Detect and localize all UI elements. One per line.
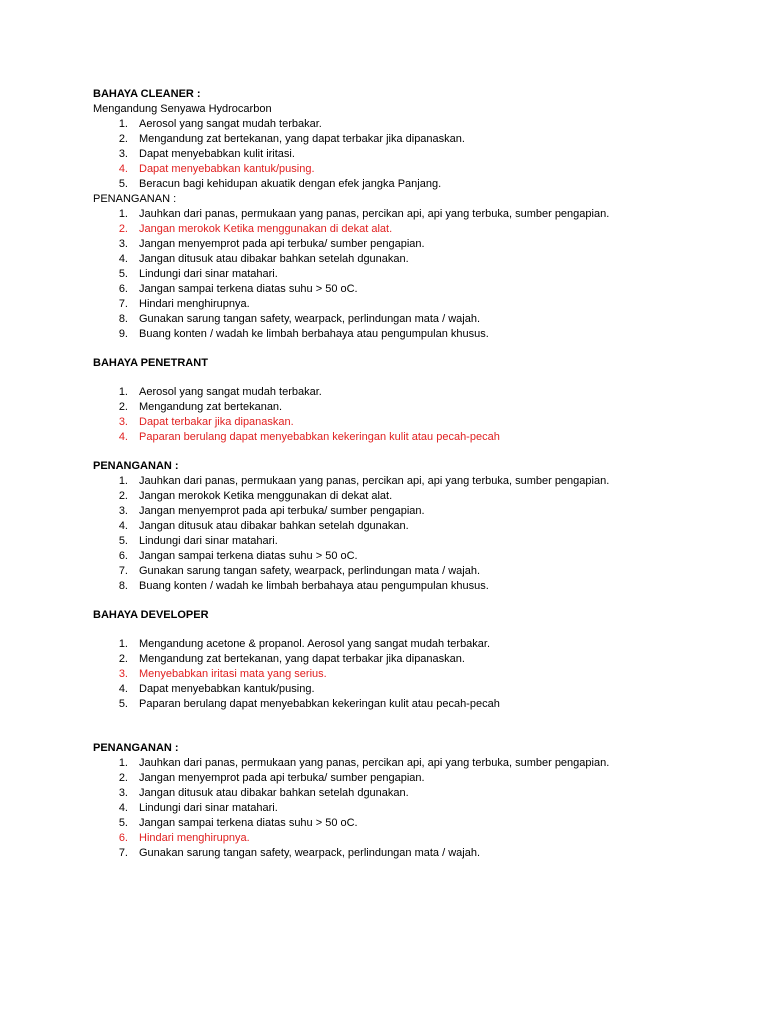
list-item (93, 801, 693, 816)
list-item-number: 4. (118, 520, 128, 532)
list-item-text: Aerosol yang sangat mudah terbakar. (139, 386, 322, 398)
handling-list-developer (93, 756, 693, 861)
list-item (93, 162, 693, 177)
list-item-number: 7. (118, 298, 128, 310)
list-item (93, 519, 693, 534)
hazard-list-developer (93, 637, 693, 712)
list-item-text: Gunakan sarung tangan safety, wearpack, perlindungan mata / wajah. (139, 565, 481, 577)
list-item (93, 385, 693, 400)
list-item-text: Jangan ditusuk atau dibakar bahkan setelah dgunakan. (139, 253, 409, 265)
list-item-text: Beracun bagi kehidupan akuatik dengan efek jangka Panjang. (139, 178, 442, 190)
list-item-text: Mengandung zat bertekanan, yang dapat terbakar jika dipanaskan. (139, 133, 465, 145)
handling-title-penetrant: PENANGANAN : (93, 460, 179, 472)
list-item (93, 297, 693, 312)
list-item-number: 8. (118, 313, 128, 325)
spacer (93, 594, 693, 608)
list-item (93, 415, 693, 430)
list-item-text: Jangan ditusuk atau dibakar bahkan setelah dgunakan. (139, 520, 409, 532)
list-item-number: 1. (118, 118, 128, 130)
list-item-number: 2. (118, 490, 128, 502)
list-item-number: 5. (118, 178, 128, 190)
list-item (93, 177, 693, 192)
section-title-penetrant: BAHAYA PENETRANT (93, 357, 208, 369)
list-item-number: 2. (118, 772, 128, 784)
list-item-number: 3. (118, 787, 128, 799)
list-item-text: Dapat menyebabkan kantuk/pusing. (139, 683, 315, 695)
list-item-number: 3. (118, 416, 128, 428)
list-item-text: Jangan merokok Ketika menggunakan di dekat alat. (139, 223, 393, 235)
list-item-text: Dapat menyebabkan kantuk/pusing. (139, 163, 315, 175)
list-item-number: 4. (118, 253, 128, 265)
handling-list-cleaner (93, 207, 693, 342)
list-item-number: 7. (118, 847, 128, 859)
section-title-cleaner: BAHAYA CLEANER : (93, 88, 201, 100)
handling-title-cleaner: PENANGANAN : (93, 193, 177, 205)
list-item-text: Lindungi dari sinar matahari. (139, 535, 278, 547)
list-item (93, 564, 693, 579)
handling-title-developer: PENANGANAN : (93, 742, 179, 754)
list-item-text: Jangan menyemprot pada api terbuka/ sumber pengapian. (139, 505, 425, 517)
list-item (93, 147, 693, 162)
list-item-number: 6. (118, 832, 128, 844)
list-item-text: Aerosol yang sangat mudah terbakar. (139, 118, 322, 130)
list-item-number: 4. (118, 683, 128, 695)
list-item (93, 831, 693, 846)
list-item-number: 6. (118, 550, 128, 562)
list-item (93, 207, 693, 222)
list-item (93, 667, 693, 682)
spacer (93, 712, 693, 741)
list-item-text: Menyebabkan iritasi mata yang serius. (139, 668, 327, 680)
list-item-number: 6. (118, 283, 128, 295)
list-item-text: Hindari menghirupnya. (139, 832, 250, 844)
list-item-number: 3. (118, 148, 128, 160)
list-item-number: 2. (118, 133, 128, 145)
list-item-text: Dapat terbakar jika dipanaskan. (139, 416, 294, 428)
list-item (93, 282, 693, 297)
list-item-number: 3. (118, 238, 128, 250)
list-item-text: Lindungi dari sinar matahari. (139, 802, 278, 814)
list-item (93, 489, 693, 504)
list-item-text: Jangan sampai terkena diatas suhu > 50 oC. (139, 550, 358, 562)
list-item-text: Jangan ditusuk atau dibakar bahkan setelah dgunakan. (139, 787, 409, 799)
list-item (93, 312, 693, 327)
list-item (93, 534, 693, 549)
list-item-text: Jangan menyemprot pada api terbuka/ sumber pengapian. (139, 772, 425, 784)
list-item-number: 4. (118, 163, 128, 175)
list-item (93, 132, 693, 147)
list-item (93, 756, 693, 771)
list-item-text: Lindungi dari sinar matahari. (139, 268, 278, 280)
list-item (93, 430, 693, 445)
list-item-text: Buang konten / wadah ke limbah berbahaya atau pengumpulan khusus. (139, 580, 489, 592)
list-item-number: 4. (118, 802, 128, 814)
hazard-list-penetrant (93, 385, 693, 445)
list-item (93, 637, 693, 652)
list-item-number: 4. (118, 431, 128, 443)
list-item (93, 846, 693, 861)
list-item-number: 5. (118, 817, 128, 829)
list-item (93, 117, 693, 132)
list-item (93, 327, 693, 342)
document-page (93, 87, 693, 861)
list-item-text: Jauhkan dari panas, permukaan yang panas, percikan api, api yang terbuka, sumber pengapian. (139, 757, 610, 769)
list-item (93, 652, 693, 667)
list-item (93, 549, 693, 564)
list-item-text: Jangan sampai terkena diatas suhu > 50 oC. (139, 283, 358, 295)
list-item (93, 267, 693, 282)
list-item-number: 7. (118, 565, 128, 577)
hazard-list-cleaner (93, 117, 693, 192)
list-item (93, 816, 693, 831)
list-item-number: 1. (118, 757, 128, 769)
spacer (93, 445, 693, 459)
list-item-text: Mengandung acetone & propanol. Aerosol yang sangat mudah terbakar. (139, 638, 491, 650)
list-item (93, 579, 693, 594)
list-item-text: Jauhkan dari panas, permukaan yang panas, percikan api, api yang terbuka, sumber pengapian. (139, 475, 610, 487)
list-item-text: Buang konten / wadah ke limbah berbahaya atau pengumpulan khusus. (139, 328, 489, 340)
list-item-text: Gunakan sarung tangan safety, wearpack, perlindungan mata / wajah. (139, 847, 481, 859)
list-item-text: Dapat menyebabkan kulit iritasi. (139, 148, 295, 160)
list-item-number: 2. (118, 223, 128, 235)
list-item-number: 1. (118, 638, 128, 650)
list-item-number: 1. (118, 208, 128, 220)
list-item (93, 786, 693, 801)
list-item-number: 5. (118, 268, 128, 280)
list-item-text: Jangan merokok Ketika menggunakan di dekat alat. (139, 490, 393, 502)
spacer (93, 371, 693, 385)
list-item-number: 2. (118, 653, 128, 665)
list-item-text: Jangan sampai terkena diatas suhu > 50 oC. (139, 817, 358, 829)
list-item (93, 771, 693, 786)
list-item-number: 9. (118, 328, 128, 340)
list-item-text: Jangan menyemprot pada api terbuka/ sumber pengapian. (139, 238, 425, 250)
handling-list-penetrant (93, 474, 693, 594)
list-item (93, 400, 693, 415)
list-item-text: Paparan berulang dapat menyebabkan kekeringan kulit atau pecah-pecah (139, 698, 500, 710)
list-item (93, 237, 693, 252)
list-item-number: 3. (118, 668, 128, 680)
list-item-text: Mengandung zat bertekanan. (139, 401, 283, 413)
list-item-number: 8. (118, 580, 128, 592)
list-item-number: 1. (118, 386, 128, 398)
list-item (93, 682, 693, 697)
section-title-developer: BAHAYA DEVELOPER (93, 609, 209, 621)
list-item (93, 504, 693, 519)
list-item-number: 5. (118, 698, 128, 710)
list-item (93, 222, 693, 237)
list-item (93, 252, 693, 267)
list-item (93, 697, 693, 712)
list-item-number: 2. (118, 401, 128, 413)
list-item (93, 474, 693, 489)
list-item-number: 1. (118, 475, 128, 487)
list-item-text: Hindari menghirupnya. (139, 298, 250, 310)
section-subtitle-cleaner: Mengandung Senyawa Hydrocarbon (93, 103, 272, 115)
list-item-text: Mengandung zat bertekanan, yang dapat terbakar jika dipanaskan. (139, 653, 465, 665)
list-item-text: Gunakan sarung tangan safety, wearpack, perlindungan mata / wajah. (139, 313, 481, 325)
list-item-text: Paparan berulang dapat menyebabkan kekeringan kulit atau pecah-pecah (139, 431, 500, 443)
spacer (93, 342, 693, 356)
list-item-number: 3. (118, 505, 128, 517)
list-item-text: Jauhkan dari panas, permukaan yang panas, percikan api, api yang terbuka, sumber pengapian. (139, 208, 610, 220)
list-item-number: 5. (118, 535, 128, 547)
spacer (93, 623, 693, 637)
